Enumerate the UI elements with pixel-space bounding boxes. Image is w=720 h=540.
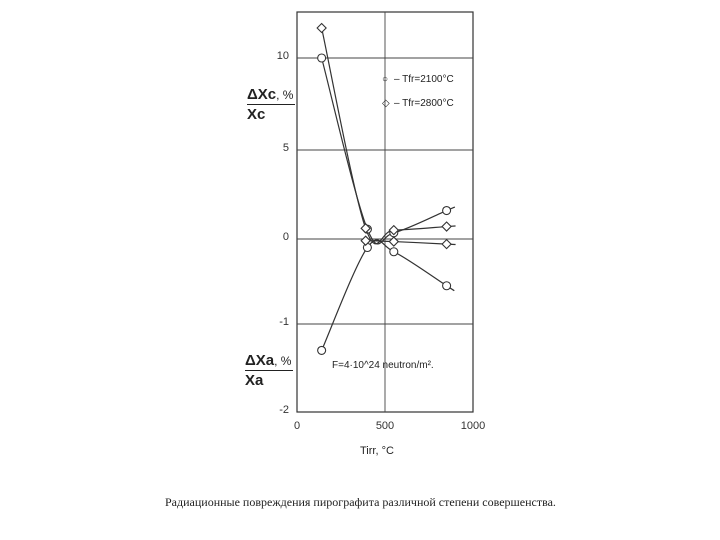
legend-entry-2800: ◇ – Tfr=2800°C bbox=[382, 98, 454, 109]
figure-caption: Радиационные повреждения пирографита различной степени совершенства. bbox=[165, 495, 556, 509]
fluence-annotation: F=4·10^24 neutron/m². bbox=[332, 360, 434, 371]
y-tick-label: -1 bbox=[279, 316, 289, 328]
data-point-circle bbox=[443, 207, 451, 215]
data-point-diamond bbox=[389, 237, 398, 246]
data-point-circle bbox=[318, 54, 326, 62]
data-point-circle bbox=[390, 248, 398, 256]
x-tick-label: 1000 bbox=[460, 420, 486, 432]
y-tick-label: 10 bbox=[276, 50, 289, 62]
data-point-diamond bbox=[442, 240, 451, 249]
y-tick-label: 5 bbox=[282, 142, 289, 154]
series-line-diamond-xc bbox=[322, 28, 456, 244]
x-tick-label: 500 bbox=[375, 420, 395, 432]
y-axis-label-bottom: ΔXa, % Xa bbox=[245, 352, 292, 389]
data-point-diamond bbox=[317, 24, 326, 33]
data-point-circle bbox=[443, 282, 451, 290]
series-line-circle-xc bbox=[322, 58, 455, 244]
data-point-circle bbox=[318, 346, 326, 354]
data-point-diamond bbox=[442, 222, 451, 231]
y-tick-label: -2 bbox=[279, 404, 289, 416]
series-line-circle-xa bbox=[322, 240, 455, 351]
x-tick-label: 0 bbox=[293, 420, 301, 432]
x-axis-label: Tirr, °C bbox=[360, 445, 394, 457]
y-axis-label-top: ΔXc, % Xc bbox=[247, 86, 294, 123]
y-tick-label: 0 bbox=[282, 231, 289, 243]
legend-entry-2100: ○ – Tfr=2100°C bbox=[382, 74, 454, 85]
